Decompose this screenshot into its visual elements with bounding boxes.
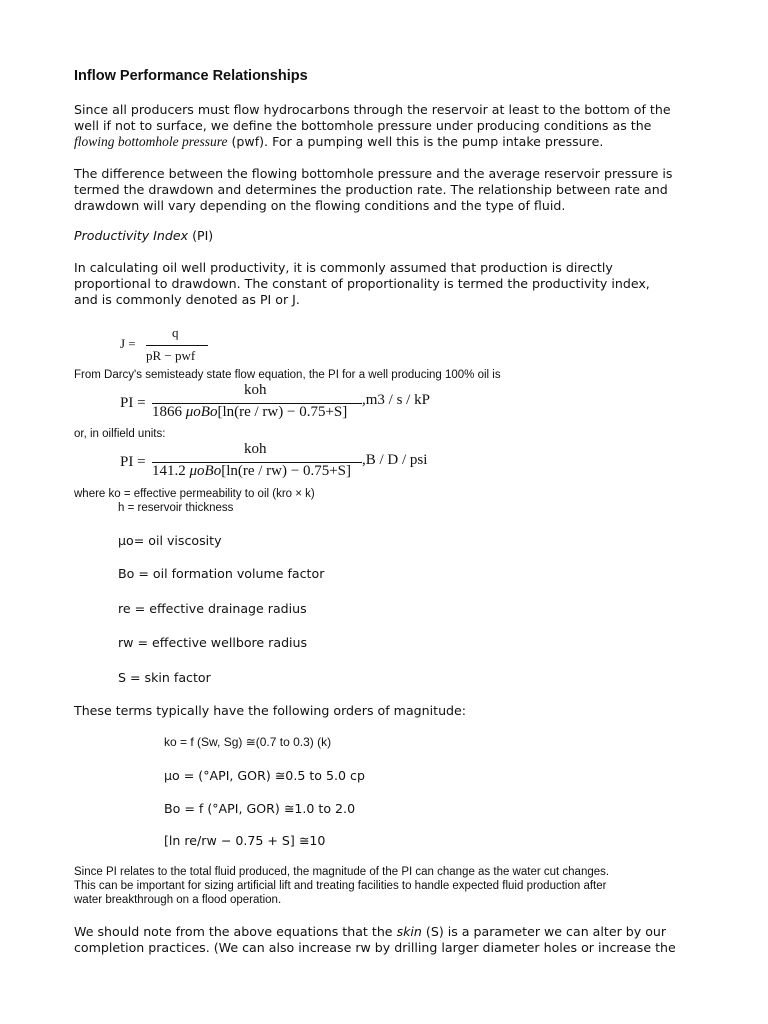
- definition-h: h = reservoir thickness: [118, 502, 234, 514]
- equation-lhs: PI =: [120, 454, 146, 470]
- paragraph-line: and is commonly denoted as PI or J.: [74, 292, 300, 307]
- paragraph-drawdown: [74, 166, 694, 214]
- denominator-factor: μoBo: [185, 404, 218, 420]
- paragraph-line: In calculating oil well productivity, it is commonly assumed that production is directly: [74, 260, 613, 275]
- magnitude-bo: Bo = f (°API, GOR) ≅1.0 to 2.0: [164, 801, 356, 816]
- equation-denominator: 1866 μoBo[ln(re / rw) − 0.75+S]: [152, 404, 348, 420]
- paragraph-line: well if not to surface, we define the bottomhole pressure under producing conditions as the: [74, 118, 652, 133]
- denominator-coefficient: 141.2: [152, 463, 186, 479]
- italic-term: skin: [396, 924, 422, 939]
- equation-units: ,B / D / psi: [362, 452, 428, 468]
- italic-term: flowing bottomhole pressure: [74, 134, 228, 149]
- equation-denominator: pR − pwf: [146, 348, 196, 363]
- equation-lhs: PI =: [120, 395, 146, 411]
- paragraph-line: [74, 134, 694, 150]
- paragraph-line: Since all producers must flow hydrocarbons through the reservoir at least to the bottom of the: [74, 102, 671, 117]
- paragraph-productivity: [74, 260, 694, 308]
- equation-numerator: q: [172, 325, 179, 340]
- paragraph-line: proportional to drawdown. The constant of proportionality is termed the productivity index,: [74, 276, 650, 291]
- denominator-factor: μoBo: [189, 463, 222, 479]
- paragraph-line: The difference between the flowing bottomhole pressure and the average reservoir pressure is: [74, 166, 673, 181]
- oilfield-line: or, in oilfield units:: [74, 428, 166, 440]
- definition-bo: Bo = oil formation volume factor: [118, 566, 325, 581]
- equation-units: ,m3 / s / kP: [362, 392, 430, 408]
- denominator-bracket: ln(re / rw) − 0.75+S: [222, 404, 343, 420]
- fraction-bar: [146, 345, 208, 346]
- magnitude-line: These terms typically have the following orders of magnitude:: [74, 703, 467, 718]
- heading-suffix: (PI): [188, 228, 214, 243]
- paragraph-line: drawdown will vary depending on the flowing conditions and the type of fluid.: [74, 198, 566, 213]
- equation-numerator: koh: [244, 441, 267, 457]
- paragraph-line: This can be important for sizing artificial lift and treating facilities to handle expected fluid production after: [74, 880, 607, 892]
- magnitude-ko: ko = f (Sw, Sg) ≅(0.7 to 0.3) (k): [164, 735, 332, 749]
- magnitude-mu: μo = (°API, GOR) ≅0.5 to 5.0 cp: [164, 768, 365, 783]
- where-line: where ko = effective permeability to oil (kro × k): [74, 488, 315, 500]
- paragraph-skin: [74, 924, 694, 956]
- magnitude-ln: [ln re/rw − 0.75 + S] ≅10: [164, 833, 326, 848]
- paragraph-text: We should note from the above equations that the: [74, 924, 397, 939]
- equation-lhs: J =: [120, 336, 136, 351]
- paragraph-line: completion practices. (We can also increase rw by drilling larger diameter holes or increase the: [74, 940, 676, 955]
- definition-mu: μo= oil viscosity: [118, 533, 222, 548]
- paragraph-text: (S) is a parameter we can alter by our: [421, 924, 667, 939]
- paragraph-line: water breakthrough on a flood operation.: [74, 894, 282, 906]
- definition-rw: rw = effective wellbore radius: [118, 635, 308, 650]
- paragraph-bottomhole-pressure: [74, 102, 694, 150]
- italic-heading: Productivity Index: [74, 228, 189, 243]
- paragraph-text: (pwf). For a pumping well this is the pump intake pressure.: [227, 134, 604, 149]
- definition-re: re = effective drainage radius: [118, 601, 307, 616]
- page-title: Inflow Performance Relationships: [74, 68, 308, 84]
- paragraph-line: Since PI relates to the total fluid produced, the magnitude of the PI can change as the water cut changes.: [74, 866, 610, 878]
- denominator-bracket: ln(re / rw) − 0.75+S: [226, 463, 347, 479]
- denominator-coefficient: 1866: [152, 404, 182, 420]
- equation-numerator: koh: [244, 382, 267, 398]
- definition-s: S = skin factor: [118, 670, 211, 685]
- paragraph-water-cut: [74, 865, 714, 907]
- paragraph-line: termed the drawdown and determines the production rate. The relationship between rate and: [74, 182, 668, 197]
- darcy-line: From Darcy's semisteady state flow equation, the PI for a well producing 100% oil is: [74, 369, 501, 381]
- equation-denominator: 141.2 μoBo[ln(re / rw) − 0.75+S]: [152, 463, 352, 479]
- paragraph-line: [74, 924, 694, 940]
- section-heading-pi: [74, 228, 694, 244]
